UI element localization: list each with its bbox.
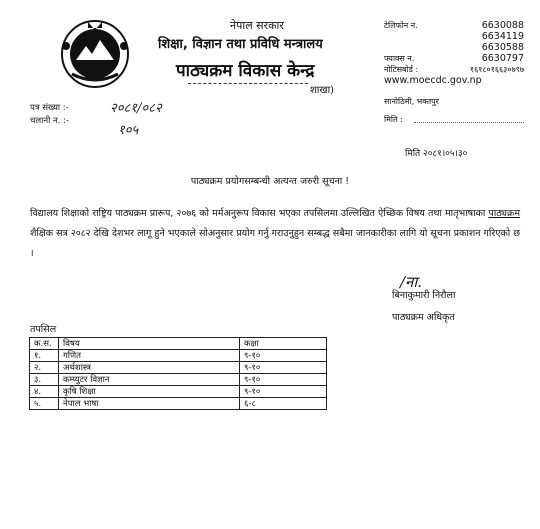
row-sn: ४. xyxy=(30,386,59,398)
row-sn: ३. xyxy=(30,374,59,386)
signatory-name: बिनाकुमारी निरौला xyxy=(392,290,456,301)
office-address: सानोठिमी, भक्तपुर xyxy=(384,97,439,106)
table-row xyxy=(30,374,327,386)
chalani-handwritten-value: १०५ xyxy=(118,123,139,138)
row-subject: कम्प्युटर विज्ञान xyxy=(59,374,240,386)
body-underlined-word: पाठ्यक्रम xyxy=(488,208,520,219)
table-row xyxy=(30,398,327,410)
row-grade: ९-१० xyxy=(240,374,327,386)
table-row xyxy=(30,386,327,398)
header-sn: क.स. xyxy=(30,338,59,350)
phone-label: टेलिफोन न. xyxy=(384,21,418,30)
office-name: पाठ्यक्रम विकास केन्द्र xyxy=(176,61,315,81)
body-text-2: शैक्षिक सत्र २०८२ देखि देशभर लागू हुने भएकाले सोअनुसार प्रयोग गर्नु गराउनुहुन सम्बद्ध सबैमा जानकारीका लागि यो सूचना प्रकाशन गरिएको छ । xyxy=(30,228,520,259)
row-sn: १. xyxy=(30,350,59,362)
ministry-name: शिक्षा, विज्ञान तथा प्रविधि मन्त्रालय xyxy=(158,37,323,52)
phone-2: 6634119 xyxy=(481,31,524,42)
contact-block xyxy=(384,20,524,86)
row-subject: गणित xyxy=(59,350,240,362)
signatory-designation: पाठ्यक्रम अधिकृत xyxy=(392,312,455,323)
table-row xyxy=(30,362,327,374)
signature-mark: /ना. xyxy=(400,273,423,291)
row-grade: ९-१० xyxy=(240,386,327,398)
notice-title: पाठ्यक्रम प्रयोगसम्बन्धी अत्यन्त जरुरी सूचना ! xyxy=(190,176,350,187)
nepal-government-emblem xyxy=(58,16,132,90)
notice-number: १६१८०१६६३०७९७ xyxy=(469,65,524,74)
phone-3: 6630588 xyxy=(481,42,524,53)
govt-label: नेपाल सरकार xyxy=(230,19,284,32)
table-header-row xyxy=(30,338,327,350)
row-sn: ५. xyxy=(30,398,59,410)
letter-date: मिति २०८१।०५।३० xyxy=(405,149,468,159)
notice-body xyxy=(30,204,520,264)
website: www.moecdc.gov.np xyxy=(384,75,482,86)
header-subject: विषय xyxy=(59,338,240,350)
notice-label: नोटिसबोर्ड : xyxy=(384,65,419,74)
patra-handwritten-value: २०८१/०८२ xyxy=(110,101,162,116)
reference-block xyxy=(30,102,69,128)
row-grade: ६-८ xyxy=(240,398,327,410)
table-caption: तपसिल xyxy=(30,324,57,335)
fax-number: 6630797 xyxy=(481,53,524,64)
patra-label: पत्र संख्या :- xyxy=(30,103,69,113)
row-subject: कृषि शिक्षा xyxy=(59,386,240,398)
miti-label: मिति : xyxy=(384,115,403,124)
row-subject: नेपाल भाषा xyxy=(59,398,240,410)
table-row xyxy=(30,350,327,362)
branch-line xyxy=(188,83,308,84)
header-grade: कक्षा xyxy=(240,338,327,350)
branch-suffix: शाखा) xyxy=(310,85,335,96)
chalani-label: चलानी न. :- xyxy=(30,116,70,126)
body-text-1: विद्यालय शिक्षाको राष्ट्रिय पाठ्यक्रम प्रारूप, २०७६ को मर्मअनुरूप विकास भएका तपसिलमा उल्लिखित ऐच्छिक विषय तथा मातृभाषाका xyxy=(30,208,489,219)
row-subject: अर्थशास्त्र xyxy=(59,362,240,374)
row-sn: २. xyxy=(30,362,59,374)
miti-line xyxy=(414,122,524,123)
row-grade: ९-१० xyxy=(240,362,327,374)
fax-label: फ्याक्स न. xyxy=(384,54,415,63)
phone-1: 6630088 xyxy=(481,20,524,31)
subject-table xyxy=(29,337,327,410)
row-grade: ९-१० xyxy=(240,350,327,362)
